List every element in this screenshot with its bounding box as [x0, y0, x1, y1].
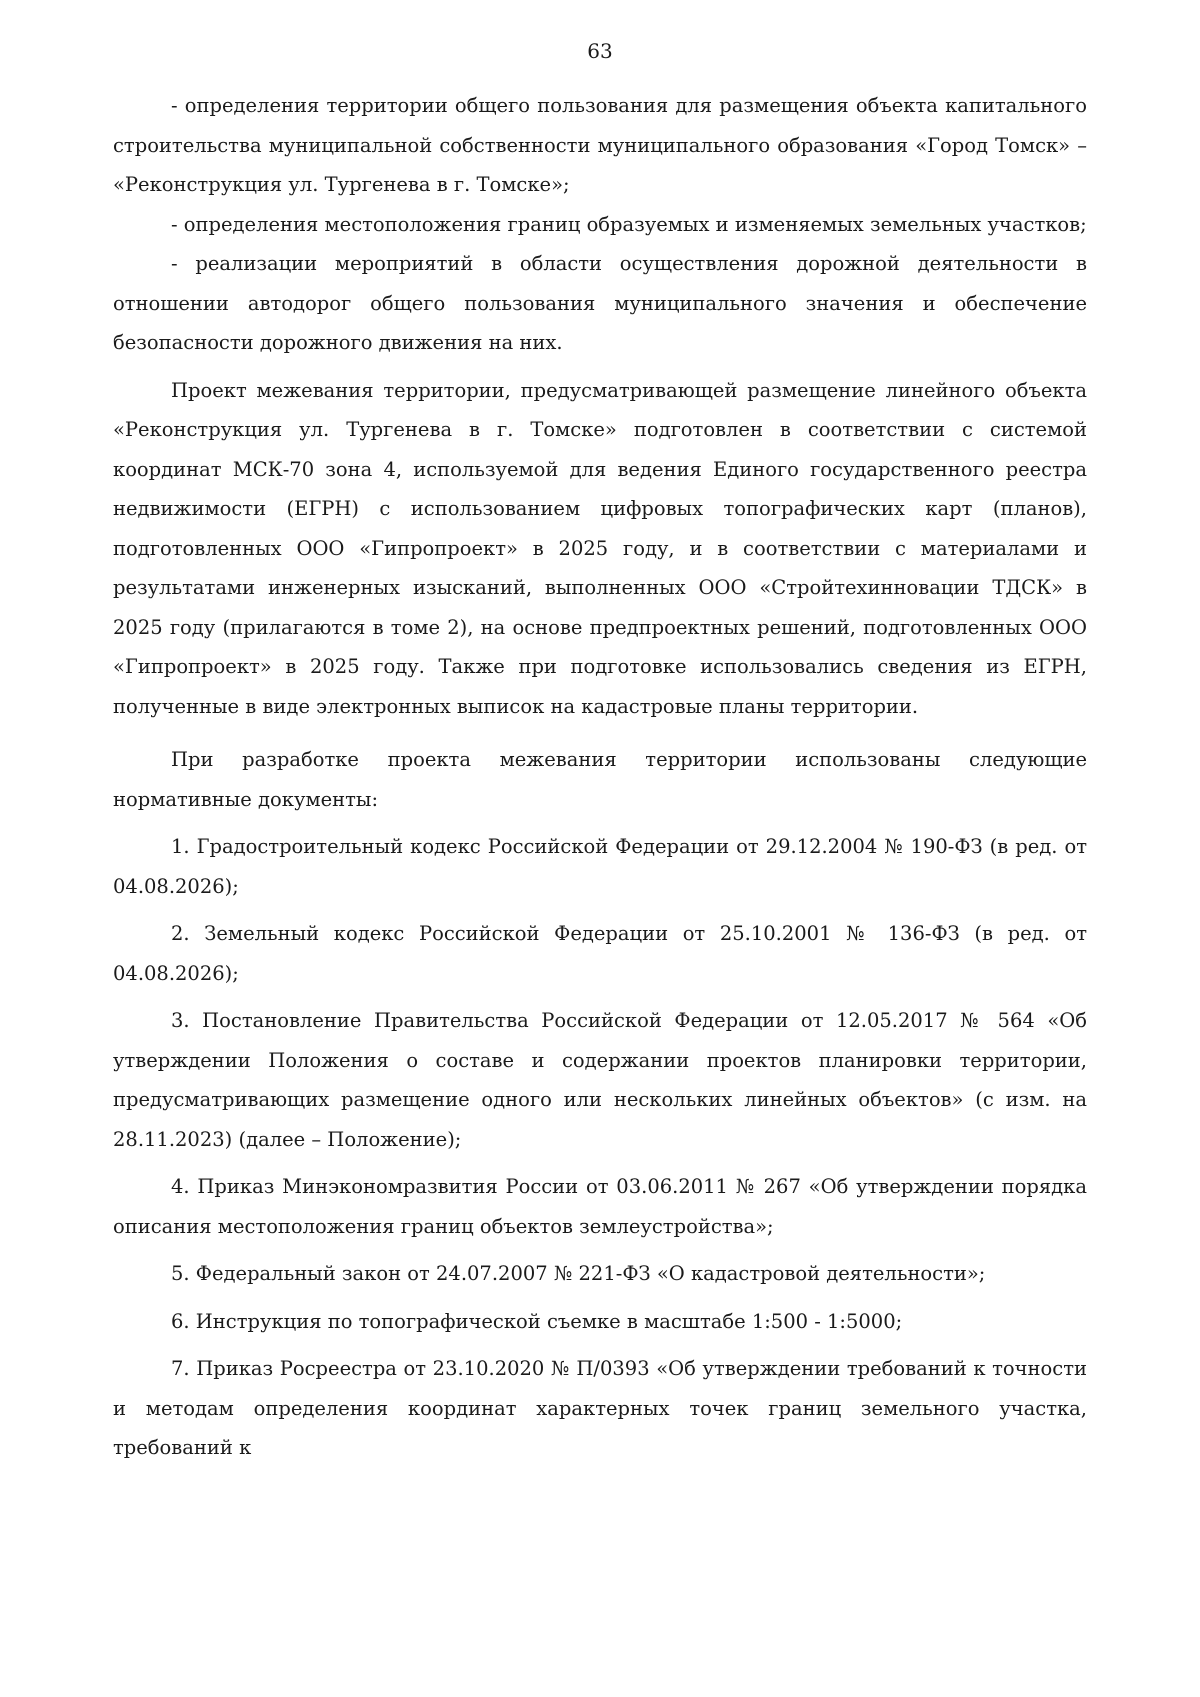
paragraph-purpose-public-territory: - определения территории общего пользования для размещения объекта капитального строительства муниципальной собственности муниципального образования «Город Томск» – «Реконструкция ул. Тургенева в г. Томске»;	[113, 94, 1087, 196]
list-item-survey-instruction: 6. Инструкция по топографической съемке в масштабе 1:500 - 1:5000;	[171, 1309, 903, 1333]
paragraph-purpose-land-boundaries: - определения местоположения границ образуемых и изменяемых земельных участков;	[171, 212, 1087, 236]
list-item-government-resolution: 3. Постановление Правительства Российской Федерации от 12.05.2017 № 564 «Об утверждении Положения о составе и содержании проектов планировки территории, предусматривающих размещение одного или нескольких линейных объектов» (с изм. на 28.11.2023) (далее – Положение);	[113, 1009, 1087, 1151]
list-item-ministry-order: 4. Приказ Минэкономразвития России от 03.06.2011 № 267 «Об утверждении порядка описания местоположения границ объектов землеустройства»;	[113, 1175, 1087, 1238]
list-item-town-planning-code: 1. Градостроительный кодекс Российской Федерации от 29.12.2004 № 190-ФЗ (в ред. от 04.08.2026);	[113, 835, 1087, 898]
list-item-federal-law: 5. Федеральный закон от 24.07.2007 № 221-ФЗ «О кадастровой деятельности»;	[171, 1262, 986, 1285]
paragraph-purpose-road-activities: - реализации мероприятий в области осуществления дорожной деятельности в отношении автодорог общего пользования муниципального значения и обеспечение безопасности дорожного движения на них.	[113, 252, 1087, 354]
list-item-land-code: 2. Земельный кодекс Российской Федерации от 25.10.2001 № 136-ФЗ (в ред. от 04.08.2026);	[113, 922, 1087, 985]
paragraph-project-basis: Проект межевания территории, предусматривающей размещение линейного объекта «Реконструкция ул. Тургенева в г. Томске» подготовлен в соответствии с системой координат МСК-70 зона 4, используемой для ведения Единого государственного реестра недвижимости (ЕГРН) с использованием цифровых топографических карт (планов), подготовленных ООО «Гипропроект» в 2025 году, и в соответствии с материалами и результатами инженерных изысканий, выполненных ООО «Стройтехинновации ТДСК» в 2025 году (прилагаются в томе 2), на основе предпроектных решений, подготовленных ООО «Гипропроект» в 2025 году. Также при подготовке использовались сведения из ЕГРН, полученные в виде электронных выписок на кадастровые планы территории.	[113, 378, 1087, 718]
page-number: 63	[587, 39, 613, 63]
paragraph-normative-documents-intro: При разработке проекта межевания территории использованы следующие нормативные документы:	[113, 748, 1087, 811]
list-item-rosreestr-order: 7. Приказ Росреестра от 23.10.2020 № П/0393 «Об утверждении требований к точности и методам определения координат характерных точек границ земельного участка, требований к	[113, 1357, 1087, 1459]
document-body	[113, 86, 1087, 1468]
